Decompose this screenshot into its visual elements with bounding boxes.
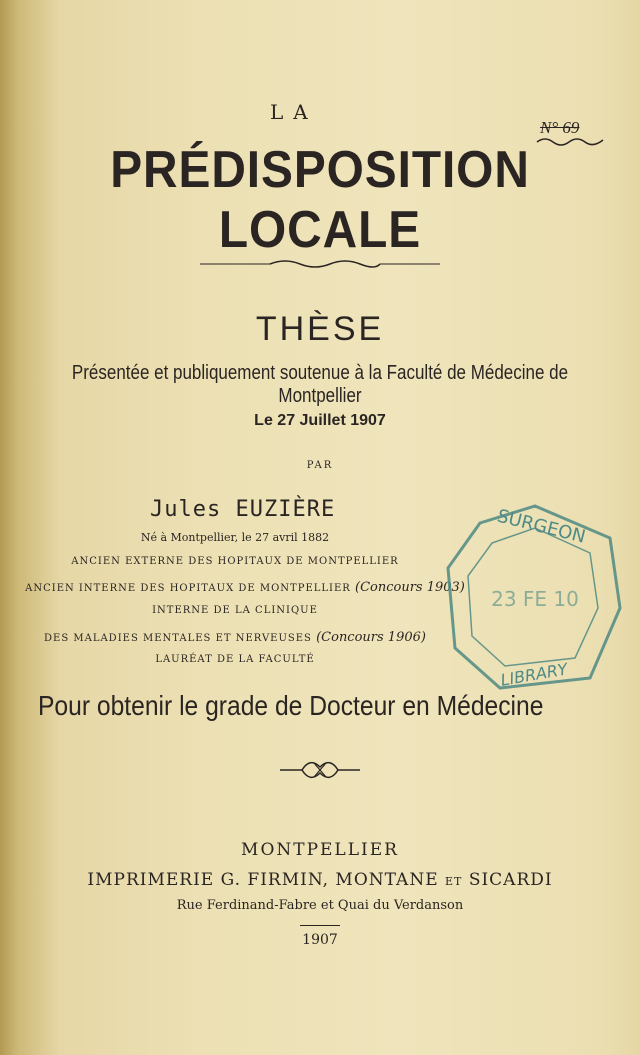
by-label: PAR	[306, 460, 334, 471]
printer-conjunction: ET	[445, 875, 463, 888]
credential-line	[0, 630, 470, 645]
ornament-icon	[280, 755, 360, 785]
credential-note: (Concours 1906)	[316, 630, 426, 645]
credential-text: ANCIEN INTERNE DES HOPITAUX DE MONTPELLIER	[25, 583, 355, 594]
credential-line: ANCIEN EXTERNE DES HOPITAUX DE MONTPELLIER	[71, 556, 399, 567]
credential-text: DES MALADIES MENTALES ET NERVEUSES	[44, 633, 317, 644]
printer-name: IMPRIMERIE G. FIRMIN, MONTANE	[87, 870, 439, 890]
author-name: Jules EUZIÈRE	[150, 497, 336, 522]
imprint-address: Rue Ferdinand-Fabre et Quai du Verdanson	[176, 898, 464, 913]
degree-line: Pour obtenir le grade de Docteur en Médecine	[38, 690, 544, 721]
thesis-title: PRÉDISPOSITION LOCALE	[110, 141, 530, 259]
imprint-city: MONTPELLIER	[241, 840, 399, 860]
defense-date: Le 27 Juillet 1907	[254, 412, 386, 429]
stamp-bottom-text: LIBRARY	[499, 659, 569, 690]
printer-name: SICARDI	[468, 870, 553, 890]
library-stamp-icon	[440, 498, 630, 698]
imprint-printer	[0, 870, 640, 890]
title-article: LA	[270, 100, 318, 124]
author-birth: Né à Montpellier, le 27 avril 1882	[140, 531, 330, 544]
stamp-date-text: 23 FE 10	[491, 587, 579, 611]
stamp-top-text: SURGEON	[495, 505, 588, 548]
document-type: THÈSE	[255, 310, 385, 348]
divider	[300, 925, 340, 926]
credential-line	[20, 580, 470, 595]
credential-line: INTERNE DE LA CLINIQUE	[152, 605, 318, 616]
imprint-year: 1907	[302, 932, 338, 948]
presentation-line: Présentée et publiquement soutenue à la Faculté de Médecine de Montpellier	[71, 362, 569, 407]
credential-line: LAURÉAT DE LA FACULTÉ	[155, 654, 315, 665]
title-flourish-icon	[0, 258, 640, 270]
credential-note: (Concours 1903)	[355, 580, 465, 595]
catalog-number: N° 69	[540, 118, 580, 137]
